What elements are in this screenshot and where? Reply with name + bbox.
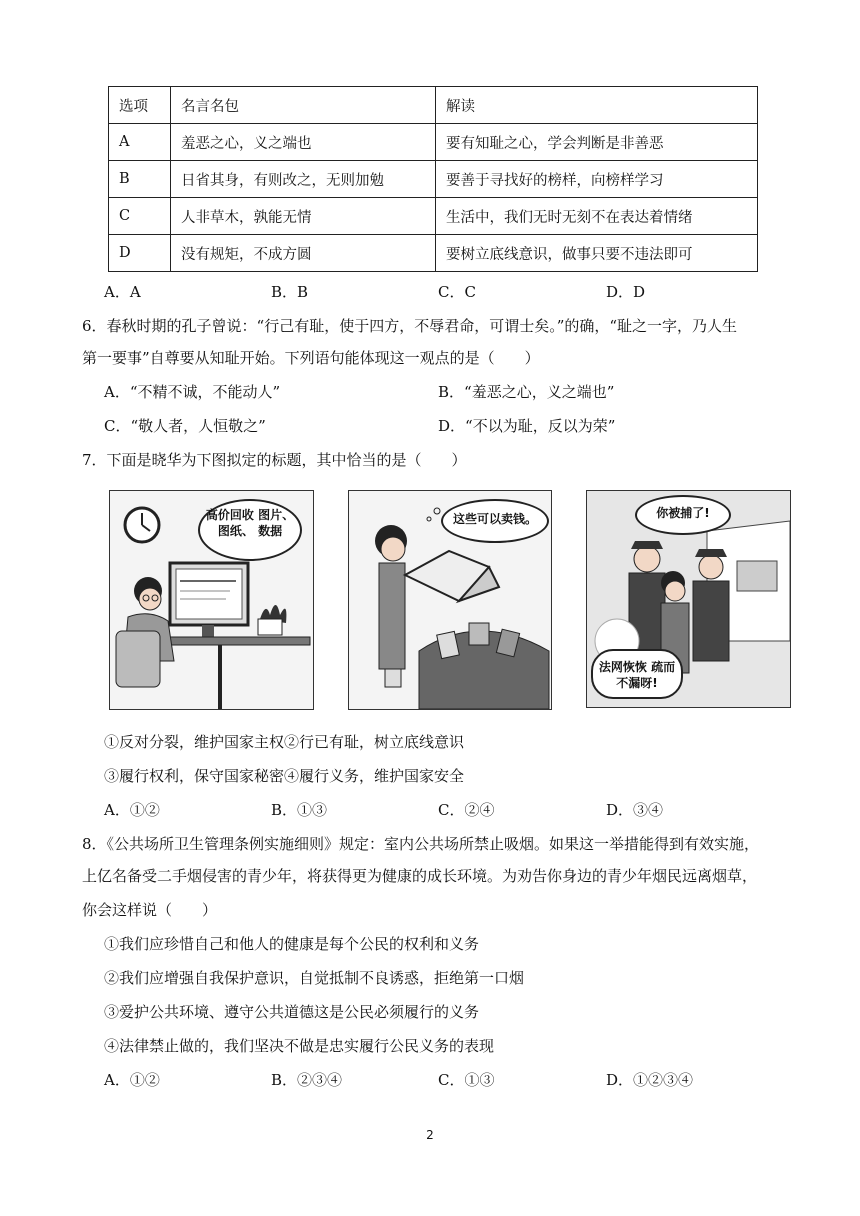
- table-header-cell: 解读: [436, 87, 758, 124]
- table-cell: 要树立底线意识，做事只要不违法即可: [436, 235, 758, 272]
- q8-statement-2: ②我们应增强自我保护意识，自觉抵制不良诱惑，拒绝第一口烟: [104, 969, 525, 987]
- q7-option-c[interactable]: C．②④: [438, 801, 495, 819]
- table-row: [109, 161, 758, 198]
- cartoon-panel-3: [586, 490, 791, 708]
- cartoon-3-speech-bubble-top: 你被捕了!: [635, 495, 731, 535]
- q8-option-a[interactable]: A．①②: [104, 1071, 160, 1089]
- q7-statement-2: ③履行权利，保守国家秘密④履行义务，维护国家安全: [104, 767, 465, 785]
- cartoon-2-thought-bubble: 这些可以卖钱。: [441, 499, 549, 543]
- q6-stem-line1: 6．春秋时期的孔子曾说：“行己有耻，使于四方，不辱君命，可谓士矣。”的确，“耻之一字，乃人生: [82, 317, 738, 335]
- q8-stem-line2: 上亿名备受二手烟侵害的青少年，将获得更为健康的成长环境。为劝告你身边的青少年烟民远离烟草，: [82, 867, 758, 885]
- q7-option-b[interactable]: B．①③: [271, 801, 328, 819]
- cartoon-1-speech-bubble: 高价回收 图片、图纸、 数据: [198, 499, 302, 561]
- q5-option-c[interactable]: C．C: [438, 283, 476, 301]
- cartoon-3-speech-bubble-bottom: 法网恢恢 疏而不漏呀!: [591, 649, 683, 699]
- table-cell: 生活中，我们无时无刻不在表达着情绪: [436, 198, 758, 235]
- q8-stem-line1: 8．《公共场所卫生管理条例实施细则》规定：室内公共场所禁止吸烟。如果这一举措能得到有效实施，: [82, 835, 760, 853]
- q8-option-b[interactable]: B．②③④: [271, 1071, 343, 1089]
- q5-table: [108, 86, 758, 272]
- table-row: [109, 124, 758, 161]
- table-header-cell: 名言名包: [171, 87, 436, 124]
- table-cell: 要有知耻之心，学会判断是非善恶: [436, 124, 758, 161]
- table-row: [109, 235, 758, 272]
- q8-statement-4: ④法律禁止做的，我们坚决不做是忠实履行公民义务的表现: [104, 1037, 495, 1055]
- q6-option-a[interactable]: A．“不精不诚，不能动人”: [104, 383, 281, 401]
- q5-option-d[interactable]: D．D: [606, 283, 646, 301]
- table-cell: C: [109, 198, 171, 235]
- table-cell: 日省其身，有则改之，无则加勉: [171, 161, 436, 198]
- q7-option-d[interactable]: D．③④: [606, 801, 664, 819]
- table-cell: 羞恶之心，义之端也: [171, 124, 436, 161]
- q8-statement-3: ③爱护公共环境、遵守公共道德这是公民必须履行的义务: [104, 1003, 480, 1021]
- q7-statement-1: ①反对分裂，维护国家主权②行已有耻，树立底线意识: [104, 733, 465, 751]
- table-cell: 没有规矩，不成方圆: [171, 235, 436, 272]
- q6-option-c[interactable]: C．“敬人者，人恒敬之”: [104, 417, 266, 435]
- q8-option-c[interactable]: C．①③: [438, 1071, 495, 1089]
- q7-stem: 7．下面是晓华为下图拟定的标题，其中恰当的是（ ）: [82, 451, 467, 469]
- table-header-row: [109, 87, 758, 124]
- q8-option-d[interactable]: D．①②③④: [606, 1071, 694, 1089]
- page-number: 2: [426, 1128, 434, 1142]
- q6-stem-line2: 第一要事”自尊要从知耻开始。下列语句能体现这一观点的是（ ）: [82, 349, 540, 367]
- q8-stem-line3: 你会这样说（ ）: [82, 901, 218, 919]
- q5-option-a[interactable]: A．A: [104, 283, 141, 301]
- q8-statement-1: ①我们应珍惜自己和他人的健康是每个公民的权利和义务: [104, 935, 480, 953]
- q6-option-b[interactable]: B．“羞恶之心，义之端也”: [438, 383, 615, 401]
- q7-option-a[interactable]: A．①②: [104, 801, 160, 819]
- q6-option-d[interactable]: D．“不以为耻，反以为荣”: [438, 417, 616, 435]
- q5-option-b[interactable]: B．B: [271, 283, 309, 301]
- table-row: [109, 198, 758, 235]
- table-cell: A: [109, 124, 171, 161]
- cartoon-panel-1: [109, 490, 314, 710]
- table-header-cell: 选项: [109, 87, 171, 124]
- table-cell: B: [109, 161, 171, 198]
- table-cell: D: [109, 235, 171, 272]
- cartoon-panel-2: [348, 490, 552, 710]
- table-cell: 要善于寻找好的榜样，向榜样学习: [436, 161, 758, 198]
- table-cell: 人非草木，孰能无情: [171, 198, 436, 235]
